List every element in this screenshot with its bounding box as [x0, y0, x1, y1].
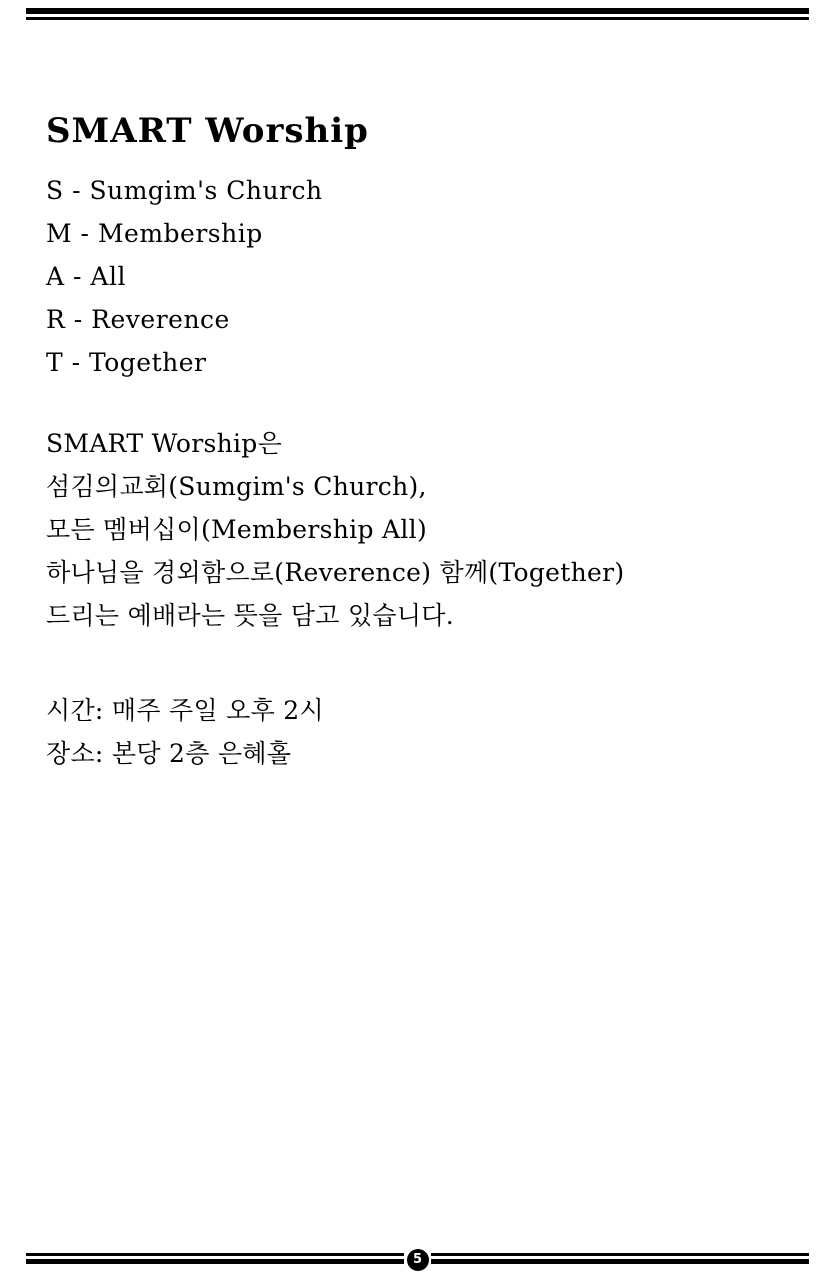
acronym-list	[46, 169, 795, 384]
list-item: T - Together	[46, 347, 207, 377]
list-item: A - All	[46, 261, 126, 291]
section-spacer	[46, 637, 795, 689]
description-line: 드리는 예배라는 뜻을 담고 있습니다.	[46, 600, 454, 630]
page-number-badge: 5	[407, 1249, 429, 1271]
top-rule-thin-line	[26, 17, 809, 20]
top-border-rule	[26, 8, 809, 20]
description-line: 하나님을 경외함으로(Reverence) 함께(Together)	[46, 557, 625, 587]
page-title: SMART Worship	[46, 111, 369, 151]
description-paragraph	[46, 422, 795, 637]
service-time: 시간: 매주 주일 오후 2시	[46, 695, 324, 725]
footer-rule-right-thin	[431, 1253, 809, 1256]
page-footer	[26, 1249, 809, 1269]
description-line: 모든 멤버십이(Membership All)	[46, 514, 428, 544]
footer-rule-left-thin	[26, 1253, 404, 1256]
description-line: SMART Worship은	[46, 428, 283, 458]
list-item: M - Membership	[46, 218, 263, 248]
page-content	[46, 110, 795, 775]
service-info-list	[46, 689, 795, 775]
footer-rule-left-thick	[26, 1259, 404, 1264]
top-rule-thick-line	[26, 8, 809, 14]
footer-rule-right-thick	[431, 1259, 809, 1264]
footer-rule-left	[26, 1253, 404, 1264]
list-item: S - Sumgim's Church	[46, 175, 323, 205]
description-line: 섬김의교회(Sumgim's Church),	[46, 471, 427, 501]
service-location: 장소: 본당 2층 은혜홀	[46, 738, 292, 768]
list-item: R - Reverence	[46, 304, 230, 334]
footer-rule-right	[431, 1253, 809, 1264]
